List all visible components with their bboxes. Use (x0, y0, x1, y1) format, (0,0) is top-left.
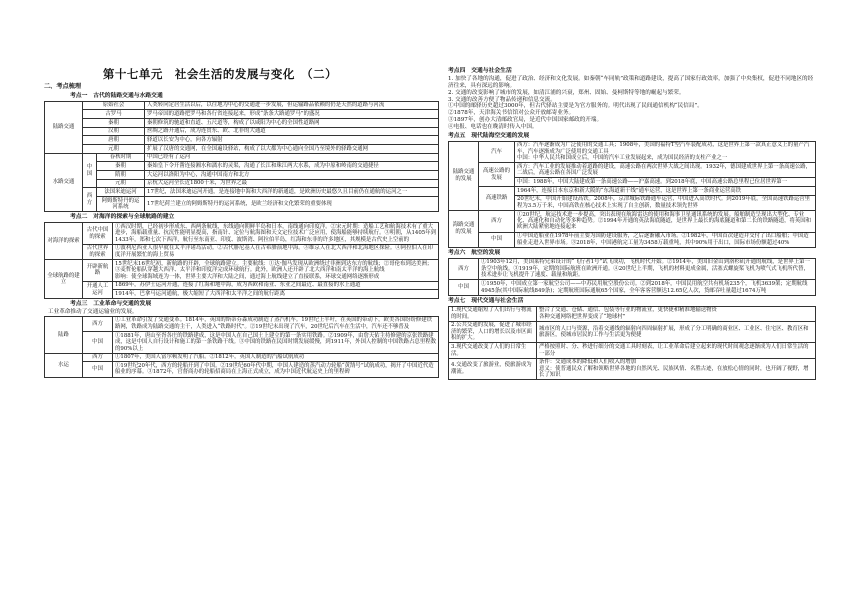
table-row (45, 223, 439, 245)
table-row (45, 188, 439, 197)
table-row (45, 260, 439, 282)
era-cell: 春秋时期 (97, 153, 145, 162)
table-row (45, 353, 439, 362)
table-row (45, 316, 439, 331)
category-cell: 对海洋的探索 (45, 223, 83, 260)
content-cell: ①波利尼西亚人很早就在太平洋诸岛活动。②古代腓尼基人在古希腊演地中海。③维京人在北大西洋和北海地区探险。④阿拉伯人在印度洋开展繁忙的海上贸易 (113, 244, 439, 259)
page-title: 第十七单元 社会生活的发展与变化 （二） (102, 67, 338, 81)
content-cell: ①19世纪20年代，西方的轮船开到了中国。②19世纪60年代中期，中国人建造的蒸汽动力轮船“黄鹄号”试航成功，揭开了中国近代造船业的序幕。③1872年，官督商办的轮船招商局在上海正式成立，成为中国近代航运史上的里程碑 (113, 362, 439, 377)
table-row (449, 306, 816, 321)
list-item: ③1897年，创办大清邮政官局，是近代中国国家邮政的开端。 (448, 116, 603, 123)
content-cell: ①1950年，中国成立第一家航空公司——中苏民用航空股份公司。②到2018年，中国民用航空共有机场235个，飞机3639架；定期航线4945条(其中国际航线849条)；定期航班国际通航65个国家，全年客客营额达12.65亿人次，货邮吞吐量超过1674万吨 (479, 280, 816, 295)
content-cell: ①1881年，唐山至胥各庄的铁路建成，这是中国人在自己国土上建立的第一条实用铁路。②1909年，由詹天佑主持修建的京张铁路建成，这是中国人自行设计和施工的第一条铁路干线。③中国的铁路在民国时期发展缓慢，到1911年，外国人控制的中国铁路占总里程数的90%以上 (113, 332, 439, 354)
table-row (449, 232, 816, 247)
point-3-heading: 考点三 工业革命与交通的发展 (70, 301, 152, 308)
content-cell: ①工业革命引发了交通变革。1814年，英国的斯蒂芬森成功制造了蒸汽机车。19世纪上半叶，在英国的带动下，欧美各国纷纷修建铁路网，铁路成为陆路交通的主干，人类进入“铁路时代”。②19世纪末出现了汽车，20世纪后汽车在生活中，汽车还不够普及 (113, 316, 439, 331)
content-text: 中国：中华人民共和国成立后，中国的汽车工业发展起来，成为国民经济的支柱产业之一 (517, 155, 728, 162)
region-cell: 西方 (449, 258, 479, 280)
content-cell: 20世纪末，中国开始建设高铁。2008年，京津城际铁路通车运营，中国进入高铁时代。到2019年底，全国高速铁路运营里程为3.5万千米，中国高铁在核心技术上实现了自主创新，数量技术领先世界 (515, 195, 816, 210)
content-cell: ①西汉时期，已经初步形成东、西两条航线，东线通向朝鲜半岛和日本，南线通向印度洋。②宋元时期：造船工艺和航海技术有了重大进步，海船载重量、抗沉性能明显提高，指南针、定位与航海图和天文定位技术广泛应用，使海船能够持续航行。③明朝，从1405年到1433年，郑和七次下西洋，航行至东南亚、印度、波斯湾、阿拉伯半岛，红海和东非的许多地区，其规模是古代史上空前的 (113, 223, 439, 245)
table-row (45, 110, 439, 119)
content-cell: 秦始皇下令开凿连接湘水和漓水的灵渠，沟通了长江和珠江两大水系，成为中原和岭南的交通捷径 (145, 162, 439, 171)
content-cell: 中国已经有了运河 (145, 153, 439, 162)
era-cell: 元朝 (83, 144, 145, 153)
content-text: 整合了交通、仓储、通信、包装等行业的物流业，更快捷和精准地输送物资 (539, 307, 717, 314)
category-cell: 全球航路的建立 (45, 260, 83, 299)
region-cell: 中国 (83, 332, 113, 354)
point-7-heading: 考点七 现代交通与社会生活 (448, 297, 524, 304)
content-cell: ①中国造船业在1978年前主要为国防建设服务，之后逐渐融入市场。②1982年，中国首次建造并交付了出口船舶；中国造船业走进入世界市场。③2018年，中国港航完工量为3458万载重吨，其中90%用于出口，国际市场份额超过40% (515, 232, 816, 247)
content-cell (515, 141, 816, 163)
left-column (44, 81, 439, 378)
table-row (45, 281, 439, 290)
list-item: 3. 交通的改善方便了物品传递和信息交流。 (448, 96, 556, 103)
era-cell: 秦朝 (97, 162, 145, 171)
region-cell: 中国 (449, 280, 479, 295)
point-5-table (448, 141, 816, 248)
table-row (449, 187, 816, 196)
region-cell: 中国 (479, 232, 515, 247)
point-2-heading: 考点二 对海洋的探索与全球航路的建立 (70, 214, 175, 221)
era-cell: 唐朝 (83, 136, 145, 145)
aspect-cell: 3.现代交通改变了人们的日常生活。 (449, 343, 537, 358)
content-cell: ①1807年，美国人富尔顿发明了汽船。②1812年，英国人制造的汽船试航成功 (113, 353, 439, 362)
era-cell: 隋朝 (97, 171, 145, 180)
content-text: 各种交通网络把世界变成了“地球村” (539, 313, 626, 320)
content-cell: 1869年，苏伊士运河开通，连接了红海和地中海，成为西欧和南亚、东亚之间最近、最直接的水上通道 (113, 281, 439, 290)
content-cell: 大运河以洛阳为中心，沟通中国南方和北方 (145, 171, 439, 180)
category-cell: 水运 (45, 353, 83, 377)
point-7-table (448, 306, 816, 381)
point-3-intro: 工业革命推动了交通运输业的发展。 (48, 309, 138, 316)
region-cell: 西方 (83, 316, 113, 331)
content-cell: 驿道以长安为中心，向各方辐射 (145, 136, 439, 145)
category-cell: 陆路 (45, 316, 83, 353)
era-cell: 古罗马 (83, 110, 145, 119)
category-cell: 陆路交通的发展 (449, 141, 479, 210)
table-row (45, 144, 439, 153)
subcategory-cell: 古代世界的探索 (83, 244, 113, 259)
content-cell: 1964年，连接日本东京和新大阪的“东海道新干线”通车运营，这是世界上第一条商业运营高铁 (515, 187, 816, 196)
subcategory-cell: 高速铁路 (479, 187, 515, 211)
region-cell: 中国 (83, 153, 97, 188)
subcategory-cell: 汽车 (479, 141, 515, 163)
aspect-cell: 1.现代交通缩短了人们出行与物流的时间。 (449, 306, 537, 321)
category-cell: 海路交通的发展 (449, 210, 479, 247)
era-cell: 原始社会 (83, 101, 145, 110)
content-cell (537, 358, 816, 380)
content-cell: 17世纪，法国米迪运河开通，是连接地中海和大西洋的新通道，是欧洲历史最悠久且目前仍在通航的运河之一 (145, 188, 439, 197)
table-row (45, 136, 439, 145)
table-row (45, 162, 439, 171)
subcategory-cell: 古代中国的探索 (83, 223, 113, 245)
subcategory-cell: 开辟新航路 (83, 260, 113, 282)
content-cell: 西方：汽车工业的发展推动着道路的建设，高速公路在两次世界大战之间出现。1932年，德国建成世界上第一条高速公路，二战后，高速公路在各国广泛发展 (515, 163, 816, 178)
content-cell: 京杭大运河全长近1800千米，为世界之最 (145, 179, 439, 188)
content-cell: 17世纪荷兰建立的阿姆斯特丹的运河系统，是欧兰经济和文化繁荣的重要体现 (145, 197, 439, 212)
region-cell: 西方 (83, 188, 97, 212)
content-cell: 城市区的人口与资源，沿着交通线的辐射向四周辐射扩展，形成了分工明确的商业区、工业区、住宅区、教育区和旅游区，使城市居民的工作与生活更为便捷 (537, 321, 816, 343)
table-row (45, 118, 439, 127)
era-cell: 阿姆斯特丹的运河系统 (97, 197, 145, 212)
table-row (449, 141, 816, 163)
table-row (45, 127, 439, 136)
right-column (448, 66, 816, 380)
era-cell: 秦朝 (83, 118, 145, 127)
list-item: ④电报、电话也在晚清时传入中国。 (448, 123, 538, 130)
point-6-heading: 考点六 航空的发展 (448, 249, 501, 256)
content-text: 影响：使全球海域连为一体，世界主要大洋和大陆之间，通过海上航线建立了直接联系，环球交通网络逐渐形成 (115, 273, 380, 280)
point-3-table (44, 316, 439, 378)
table-row (45, 197, 439, 212)
table-row (45, 362, 439, 377)
subcategory-cell: 高速公路的发展 (479, 163, 515, 187)
content-text: 15世纪末16世纪初，新航路的开辟，全球航路建立。主要航线：①达·伽马发现从欧洲绕过非洲到达东方的航线；②哥伦布到达美洲；③麦哲伦船队穿越大西洋、太平洋和印度洋完成环球航行。此外，欧洲人还开辟了北大西洋和南太平洋的海上航线 (115, 260, 433, 274)
content-cell: ①1903年12月，美国莱特兄弟设计的“飞行者1号”试飞成功，飞机时代开始。②1914年，美国旧金山到洛杉矶开通的航线，是世界上第一条空中航线。③1919年，定期的国际航班在欧洲开通。④20世纪上半期，飞机的材料更成金属，活塞式螺旋桨飞机为喷气式飞机所代替，技术进步让飞机提升了速度、载量和航距。 (479, 258, 816, 280)
region-cell: 西方 (479, 210, 515, 232)
table-row (45, 171, 439, 180)
list-item: 2. 交通的改变影响了城市的发展，如清江浦的兴衰，郑州、固始、曼柯斯特等地的崛起与繁荣。 (448, 89, 685, 96)
region-cell: 中国 (83, 362, 113, 377)
content-cell: 中国：1988年，中国大陆建成第一条高速公路——沪嘉高速。到2018年底，中国高速公路总里程已位居世界第一 (515, 178, 816, 187)
list-item: ②1878年，天津海关书信馆对公众开放邮寄业务。 (448, 110, 575, 117)
point-1-table (44, 101, 439, 213)
point-4-list (448, 76, 816, 131)
content-cell: 1914年，巴拿马运河通航，极大缩短了大西洋和太平洋之间的航行距离 (113, 290, 439, 299)
content-cell: ①20世纪，航运技术进一步提高，突出表现在航海雷达的使用和海事卫星通讯系统的发展。船舶制造呈现出大型化、专业化、高速化和自动化等多种趋势。②1994年开通的英法海底隧道，是世界上最长的海底隧道和第二长的铁路隧道，将英国和欧洲大陆紧密地连接起来 (515, 210, 816, 232)
table-row (449, 258, 816, 280)
table-row (449, 321, 816, 343)
era-cell: 法国米迪运河 (97, 188, 145, 197)
content-cell: 罗马帝国的道路把罗马和各行省连接起来，形成“条条大路通罗马”的盛况 (145, 110, 439, 119)
table-row (45, 101, 439, 110)
table-row (45, 153, 439, 162)
era-cell: 元朝 (97, 179, 145, 188)
table-row (45, 244, 439, 259)
category-cell: 陆路交通 (45, 101, 83, 153)
table-row (449, 163, 816, 178)
content-cell: 丝绸之路开通后，成为连贯东、欧、北非的大通道 (145, 127, 439, 136)
point-6-table (448, 258, 816, 296)
point-1-heading: 考点一 古代的陆路交通与水路交通 (70, 92, 163, 99)
table-row (45, 179, 439, 188)
content-cell: 人类转向定居生活以后，以往地为中心的交通进一步发展，但运输路品依赖的仍是天然的道路与河流 (145, 101, 439, 110)
list-item: ①中国的邮驿历史超过3000年，但古代驿站主要是为官方服务的。明代出现了民间通信机构“民信局”。 (448, 103, 703, 110)
aspect-cell: 4.交通改变了旅游业，使旅游成为潮流。 (449, 358, 537, 380)
era-cell: 汉朝 (83, 127, 145, 136)
content-text: 意义：使普通民众了解和领略世界各地的自然风光、民族风情、名胜古迹，在放松心情的同时，也开阔了视野，增长了知识 (539, 365, 809, 379)
point-4-heading: 考点四 交通与社会生活 (448, 68, 512, 74)
table-row (449, 358, 816, 380)
content-cell: 扩展了汉唐的交通网，在全国遍设驿站，构成了以大都为中心通向全国乃至境外的驿路交通网 (145, 144, 439, 153)
content-cell (113, 260, 439, 282)
content-cell (537, 306, 816, 321)
table-row (449, 343, 816, 358)
category-cell: 水路交通 (45, 153, 83, 212)
content-cell: 秦朝修筑的驰道和直道、五尺道等，构成了以咸阳为中心的全国性道路网 (145, 118, 439, 127)
table-row (45, 332, 439, 354)
content-text: 西方：汽车逐渐成为广泛使用的交通工具；1908年，美国的福特T型汽车装配成功，这是世界上第一款真正意义上的量产汽车，汽车逐渐成为广泛使用的交通工具 (517, 142, 810, 155)
list-item: 1. 加快了各地的沟通，促进了政治、经济和文化发展。如秦朝“车同轨”政策和道路建设，提高了国家行政效率，加强了中央集权，促进不同地区的经济往来，具有深远的影响。 (448, 76, 814, 89)
table-row (449, 280, 816, 295)
point-2-table (44, 222, 439, 299)
aspect-cell: 2.公共交通的发展，促进了城市经济的繁荣，人口的增长以及市区面积的扩大。 (449, 321, 537, 343)
subcategory-cell: 开通人工运河 (83, 281, 113, 298)
content-text: 条件：交通成本的降低和人们收入的增加 (539, 359, 637, 366)
table-row (449, 210, 816, 232)
section-heading: 二、考点梳理 (44, 83, 82, 90)
content-cell: 严格按照时、分、秒进行细分的交通工具时刻表，让工业革命后建立起来的现代时间观念逐渐成为人们日常生活的一部分 (537, 343, 816, 358)
point-5-heading: 考点五 现代陆海空交通的发展 (448, 132, 530, 139)
region-cell: 西方 (83, 353, 113, 362)
